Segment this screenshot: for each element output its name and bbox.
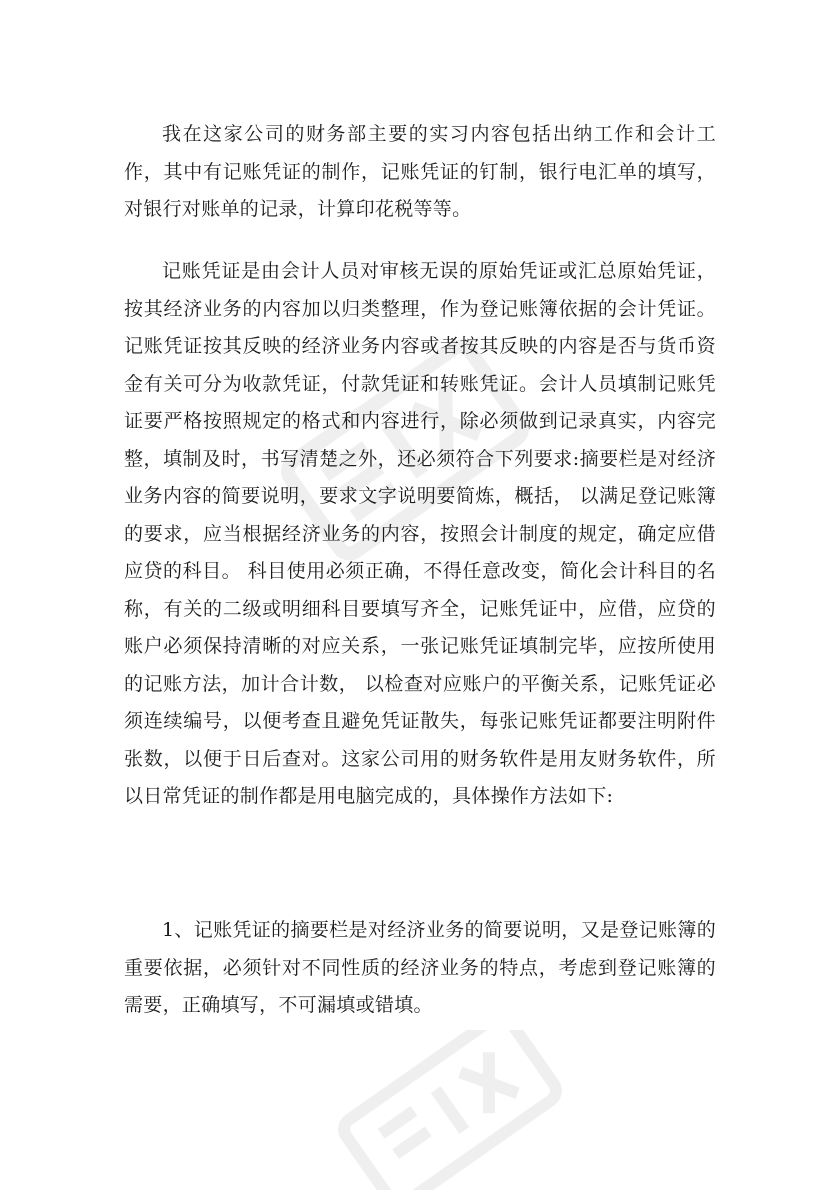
paragraph-voucher-definition: 记账凭证是由会计人员对审核无误的原始凭证或汇总原始凭证，按其经济业务的内容加以归类整理，作为登记账簿依据的会计凭证。记账凭证按其反映的经济业务内容或者按其反映的内容是否与货币资金有关可分为收款凭证，付款凭证和转账凭证。会计人员填制记账凭证要严格按照规定的格式和内容进行，除必须做到记录真实，内容完整，填制及时，书写清楚之外，还必须符合下列要求:摘要栏是对经济业务内容的简要说明，要求文字说明要简炼，概括， 以满足登记账簿的要求，应当根据经济业务的内容，按照会计制度的规定，确定应借应贷的科目。 科目使用必须正确，不得任意改变，简化会计科目的名称，有关的二级或明细科目要填写齐全，记账凭证中，应借，应贷的账户必须保持清晰的对应关系，一张记账凭证填制完毕，应按所使用的记账方法，加计合计数， 以检查对应账户的平衡关系，记账凭证必须连续编号，以便考查且避免凭证散失，每张记账凭证都要注明附件张数，以便于日后查对。这家公司用的财务软件是用友财务软件，所以日常凭证的制作都是用电脑完成的，具体操作方法如下: [124,260,716,807]
paragraph-summary-column-rule: 1、记账凭证的摘要栏是对经济业务的简要说明，又是登记账簿的重要依据，必须针对不同性质的经济业务的特点，考虑到登记账簿的需要，正确填写，不可漏填或错填。 [124,919,716,1016]
paragraph-internship-overview: 我在这家公司的财务部主要的实习内容包括出纳工作和会计工作，其中有记账凭证的制作，记账凭证的钉制，银行电汇单的填写，对银行对账单的记录，计算印花税等等。 [124,123,716,220]
watermark-stamp-icon [300,1030,600,1190]
